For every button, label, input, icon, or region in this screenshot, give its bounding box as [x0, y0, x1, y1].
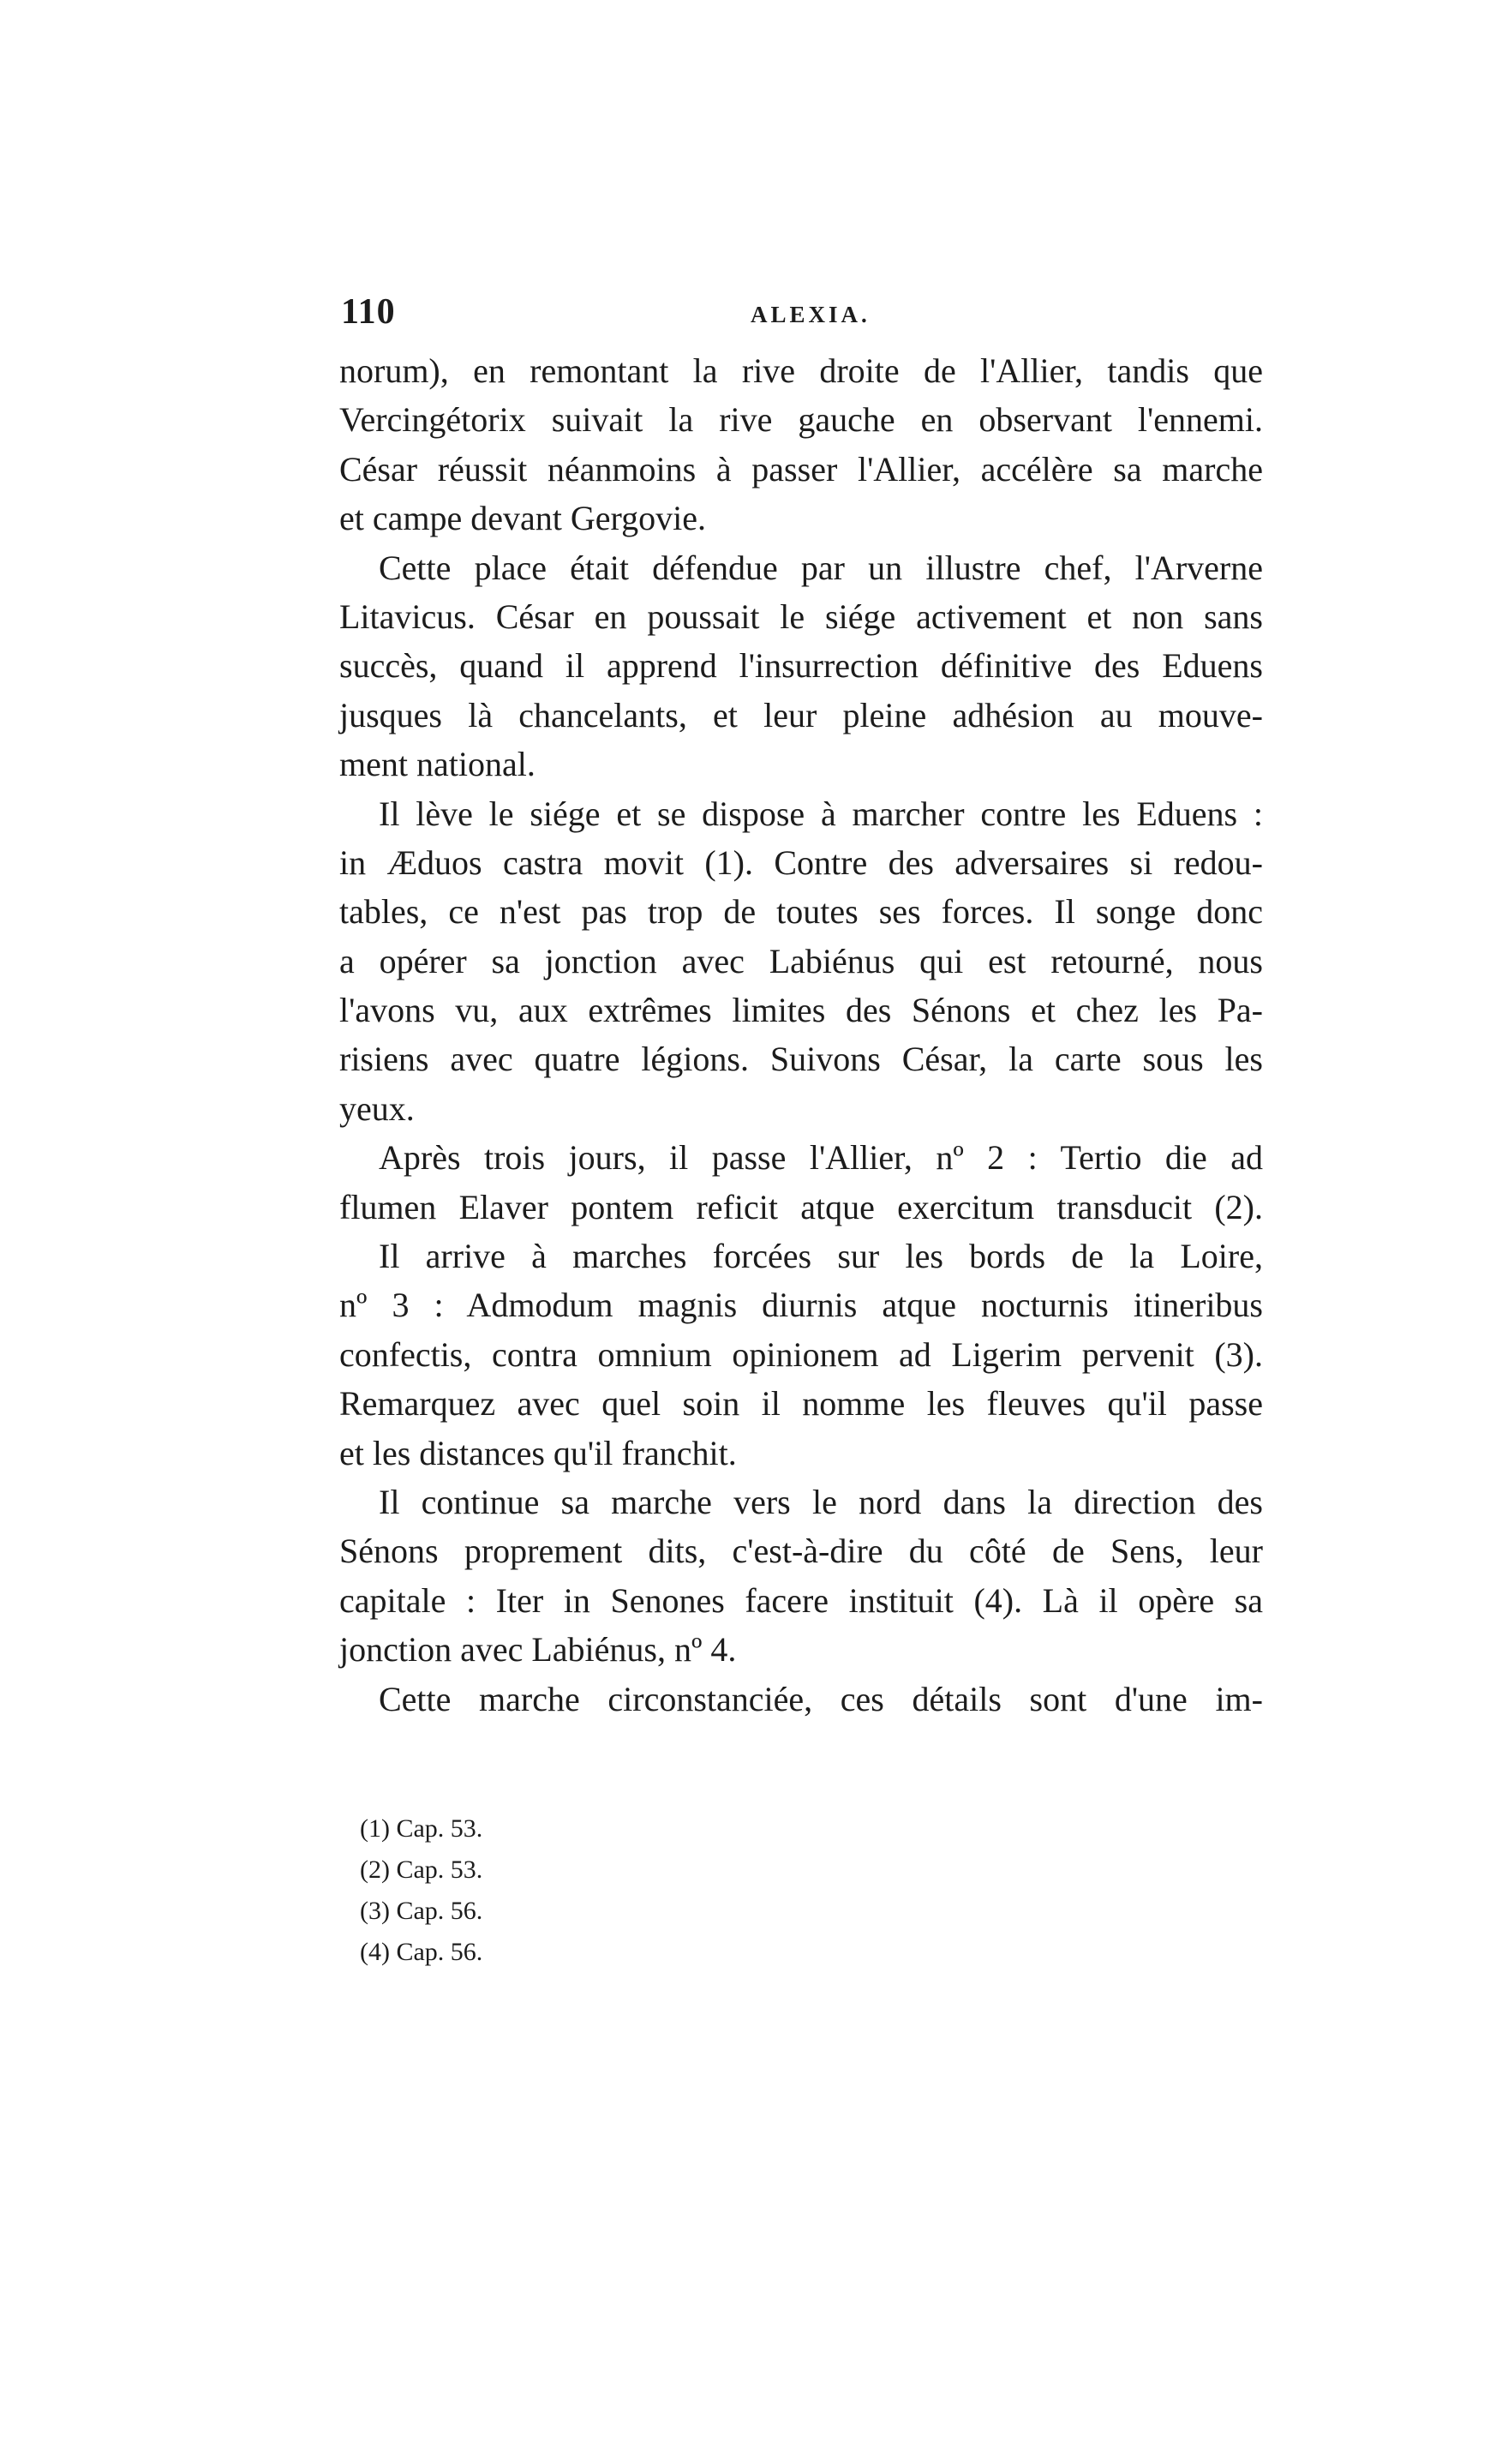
body-line: l'avons vu, aux extrêmes limites des Sénons et chez les Pa- — [339, 991, 1263, 1030]
body-line: Cette marche circonstanciée, ces détails sont d'une im- — [379, 1679, 1263, 1718]
body-line: capitale : Iter in Senones facere instituit (4). Là il opère sa — [339, 1580, 1263, 1620]
body-line: Litavicus. César en poussait le siége activement et non sans — [339, 597, 1263, 636]
running-title: ALEXIA. — [751, 302, 871, 327]
body-text — [339, 346, 1263, 1724]
body-line: nº 3 : Admodum magnis diurnis atque nocturnis itineribus — [339, 1286, 1263, 1325]
body-line: jonction avec Labiénus, nº 4. — [339, 1630, 737, 1670]
footnotes — [360, 1808, 788, 1973]
body-line: Il arrive à marches forcées sur les bords de la Loire, — [379, 1237, 1263, 1276]
body-line: yeux. — [339, 1088, 415, 1128]
footnote: (1) Cap. 53. — [360, 1814, 483, 1843]
body-line: Remarquez avec quel soin il nomme les fleuves qu'il passe — [339, 1384, 1263, 1424]
body-line: in Æduos castra movit (1). Contre des adversaires si redou- — [339, 842, 1263, 882]
body-line: et les distances qu'il franchit. — [339, 1433, 737, 1472]
body-line: César réussit néanmoins à passer l'Allier, accélère sa marche — [339, 449, 1263, 489]
footnote: (3) Cap. 56. — [360, 1897, 483, 1925]
body-line: Il continue sa marche vers le nord dans la direction des — [379, 1482, 1263, 1521]
body-line: ment national. — [339, 745, 536, 784]
running-head — [341, 291, 1266, 343]
body-line: succès, quand il apprend l'insurrection définitive des Eduens — [339, 646, 1263, 686]
body-line: Après trois jours, il passe l'Allier, nº 2 : Tertio die ad — [379, 1138, 1263, 1178]
body-line: Il lève le siége et se dispose à marcher contre les Eduens : — [379, 794, 1263, 833]
body-line: et campe devant Gergovie. — [339, 499, 706, 538]
footnote: (4) Cap. 56. — [360, 1938, 483, 1966]
body-line: jusques là chancelants, et leur pleine adhésion au mouve- — [339, 695, 1263, 734]
body-line: risiens avec quatre légions. Suivons César, la carte sous les — [339, 1040, 1263, 1079]
footnote: (2) Cap. 53. — [360, 1855, 483, 1884]
page-number: 110 — [341, 292, 396, 332]
body-line: norum), en remontant la rive droite de l'Allier, tandis que — [339, 351, 1263, 390]
body-line: flumen Elaver pontem reficit atque exercitum transducit (2). — [339, 1187, 1263, 1226]
body-line: a opérer sa jonction avec Labiénus qui est retourné, nous — [339, 941, 1263, 980]
body-line: tables, ce n'est pas trop de toutes ses forces. Il songe donc — [339, 892, 1263, 932]
body-line: Sénons proprement dits, c'est-à-dire du côté de Sens, leur — [339, 1532, 1263, 1571]
body-line: confectis, contra omnium opinionem ad Ligerim pervenit (3). — [339, 1334, 1263, 1374]
body-line: Cette place était défendue par un illustre chef, l'Arverne — [379, 548, 1263, 587]
body-line: Vercingétorix suivait la rive gauche en observant l'ennemi. — [339, 400, 1263, 440]
